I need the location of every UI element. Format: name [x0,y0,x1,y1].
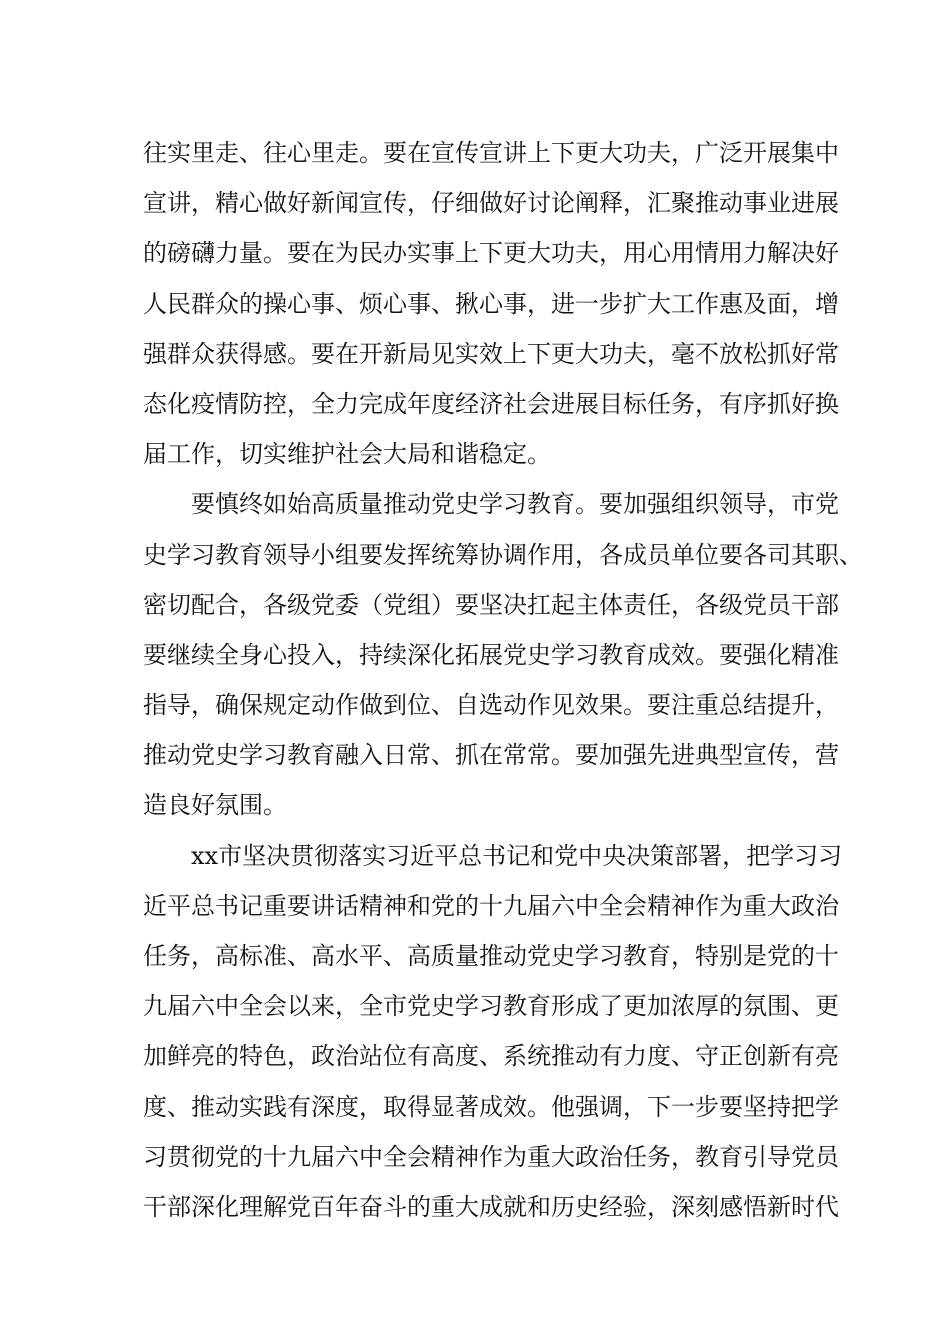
text-line: 习贯彻党的十九届六中全会精神作为重大政治任务，教育引导党员 [143,1142,839,1171]
text-line: 九届六中全会以来，全市党史学习教育形成了更加浓厚的氛围、更 [143,992,839,1021]
text-line: 的磅礴力量。要在为民办实事上下更大功夫，用心用情用力解决好 [143,239,839,268]
document-body [143,128,863,1232]
text-line: 加鲜亮的特色，政治站位有高度、系统推动有力度、守正创新有亮 [143,1042,839,1071]
text-line: 密切配合，各级党委（党组）要坚决扛起主体责任，各级党员干部 [143,590,839,619]
text-line: 度、推动实践有深度，取得显著成效。他强调，下一步要坚持把学 [143,1092,839,1121]
text-line: 史学习教育领导小组要发挥统筹协调作用，各成员单位要各司其职、 [143,540,863,569]
text-line: 态化疫情防控，全力完成年度经济社会进展目标任务，有序抓好换 [143,389,839,418]
text-line: 强群众获得感。要在开新局见实效上下更大功夫，毫不放松抓好常 [143,339,839,368]
text-line: 近平总书记重要讲话精神和党的十九届六中全会精神作为重大政治 [143,891,839,920]
text-line: 往实里走、往心里走。要在宣传宣讲上下更大功夫，广泛开展集中 [143,139,839,167]
paragraph [143,479,863,830]
text-line: 人民群众的操心事、烦心事、揪心事，进一步扩大工作惠及面，增 [143,289,839,318]
text-line: 指导，确保规定动作做到位、自选动作见效果。要注重总结提升， [143,691,839,720]
paragraph [143,128,843,479]
text-line: 要慎终如始高质量推动党史学习教育。要加强组织领导，市党 [191,490,839,519]
text-line: 推动党史学习教育融入日常、抓在常常。要加强先进典型宣传，营 [143,741,839,770]
text-line: 届工作，切实维护社会大局和谐稳定。 [143,440,551,469]
text-line: 要继续全身心投入，持续深化拓展党史学习教育成效。要强化精准 [143,640,839,669]
text-line: 任务，高标准、高水平、高质量推动党史学习教育，特别是党的十 [143,942,839,970]
paragraph [143,831,843,1233]
text-line: 干部深化理解党百年奋斗的重大成就和历史经验，深刻感悟新时代 [143,1192,839,1221]
text-line: xx市坚决贯彻落实习近平总书记和党中央决策部署，把学习习 [191,841,843,870]
text-line: 宣讲，精心做好新闻宣传，仔细做好讨论阐释，汇聚推动事业进展 [143,189,839,218]
text-line: 造良好氛围。 [143,791,287,820]
